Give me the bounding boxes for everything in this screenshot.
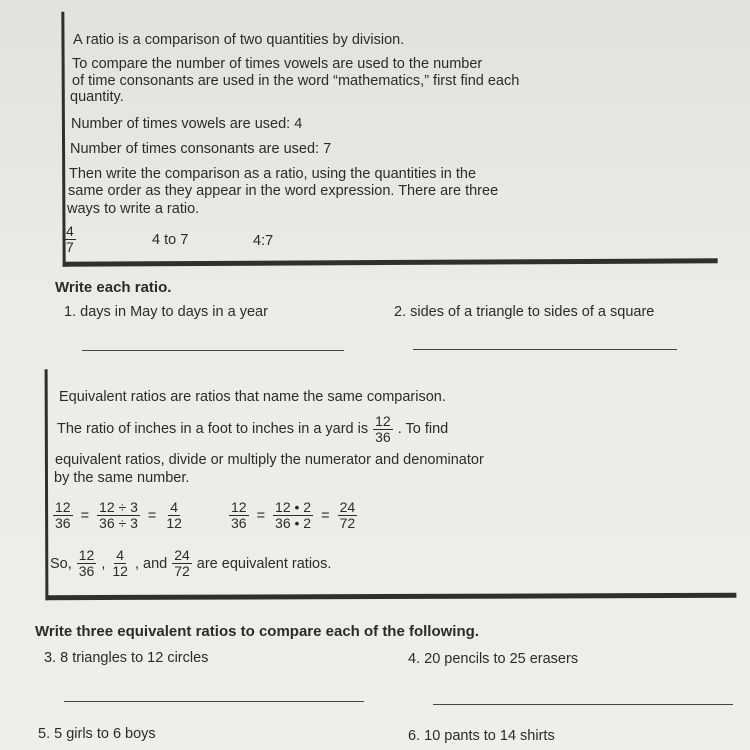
example-fraction [64,224,76,255]
div-a-num: 12 [55,499,71,515]
so-word: So, [50,555,72,572]
order-line-1: Then write the comparison as a ratio, using the quantities in the [69,166,477,182]
divide-example [53,500,184,531]
instruction-line-2: of time consonants are used in the word “mathematics,” first find each [72,73,520,89]
section1-heading: Write each ratio. [55,279,172,296]
equivalent-definition: Equivalent ratios are ratios that name the same comparison. [59,389,446,405]
inches-frac-num: 12 [375,413,391,429]
div-eq-2: = [147,507,157,524]
instruction-line-3: quantity. [70,89,124,105]
problem-6-text: 10 pants to 14 shirts [424,728,555,744]
example-fraction-den: 7 [66,239,74,255]
instruction-line-1: To compare the number of times vowels are used to the number [72,56,483,72]
inches-pre: The ratio of inches in a foot to inches in a yard is [57,421,369,437]
equivalent-summary [50,548,331,579]
mul-a-den: 36 [231,515,247,531]
problem-2-text: sides of a triangle to sides of a square [410,304,655,320]
inches-sentence [57,414,448,445]
div-c-num: 4 [170,499,179,515]
div-b-den: 36 ÷ 3 [99,515,138,531]
answer-line-1[interactable] [82,350,344,351]
problem-1-text: days in May to days in a year [80,304,268,320]
ratio-definition: A ratio is a comparison of two quantities by division. [73,32,405,48]
problem-4-text: 20 pencils to 25 erasers [424,651,579,667]
problem-2 [394,304,654,321]
problem-1 [64,304,268,321]
answer-line-4[interactable] [433,704,733,705]
problem-4 [408,651,578,668]
problem-5 [38,726,156,743]
problem-6-number: 6. [408,728,421,744]
multiply-example [229,500,357,531]
consonants-count: Number of times consonants are used: 7 [70,141,332,157]
div-eq-1: = [80,507,90,524]
so-f2-num: 4 [116,547,125,563]
problem-6 [408,728,555,745]
mul-eq-2: = [321,507,330,524]
div-a-den: 36 [55,515,71,531]
answer-line-3[interactable] [64,701,364,702]
so-f2-den: 12 [112,563,128,579]
example-colon-form: 4:7 [253,233,274,249]
so-f1-num: 12 [78,547,95,563]
inches-frac-den: 36 [375,429,391,445]
so-f1-den: 36 [78,563,95,579]
so-and: , and [134,555,168,572]
order-line-2: same order as they appear in the word expression. There are three [68,183,499,199]
div-c-den: 12 [166,515,182,531]
so-end: are equivalent ratios. [196,555,332,572]
problem-4-number: 4. [408,651,421,667]
problem-2-number: 2. [394,304,407,320]
problem-1-number: 1. [64,304,77,320]
example-to-form: 4 to 7 [152,232,189,248]
order-line-3: ways to write a ratio. [67,201,200,217]
problem-3 [44,650,208,667]
vowels-count: Number of times vowels are used: 4 [71,116,303,132]
mul-a-num: 12 [231,499,247,515]
problem-5-number: 5. [38,726,51,742]
so-f3-num: 24 [174,547,190,563]
so-comma: , [101,555,106,572]
example-fraction-num: 4 [66,223,74,239]
problem-5-text: 5 girls to 6 boys [54,726,156,742]
problem-3-number: 3. [44,650,57,666]
mul-eq-1: = [256,507,266,524]
mul-c-num: 24 [339,499,356,515]
so-f3-den: 72 [174,563,190,579]
problem-3-text: 8 triangles to 12 circles [60,650,209,666]
mul-b-den: 36 • 2 [275,515,312,531]
method-line-2: by the same number. [54,470,190,486]
answer-line-2[interactable] [413,349,677,350]
section2-heading: Write three equivalent ratios to compare each of the following. [35,623,479,640]
inches-post: . To find [397,421,449,437]
mul-b-num: 12 • 2 [275,499,312,515]
mul-c-den: 72 [339,515,356,531]
method-line-1: equivalent ratios, divide or multiply the numerator and denominator [55,452,484,468]
div-b-num: 12 ÷ 3 [99,499,138,515]
